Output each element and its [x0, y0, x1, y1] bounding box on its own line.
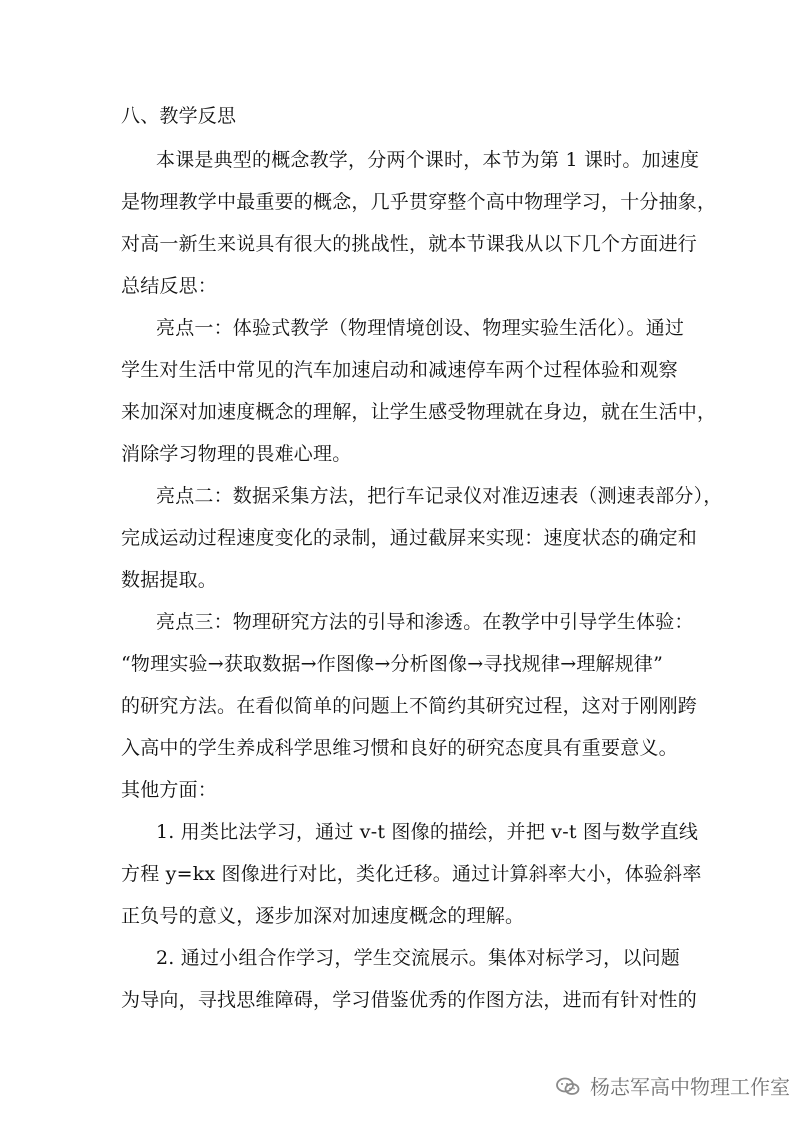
paragraph-line: 学生对生活中常见的汽车加速启动和减速停车两个过程体验和观察 [121, 359, 678, 381]
paragraph-line: 数据提取。 [121, 569, 218, 591]
paragraph-line: 正负号的意义，逐步加深对加速度概念的理解。 [121, 905, 525, 927]
paragraph-line: 对高一新生来说具有很大的挑战性，就本节课我从以下几个方面进行 [121, 233, 698, 255]
paragraph-line: 入高中的学生养成科学思维习惯和良好的研究态度具有重要意义。 [121, 737, 678, 759]
paragraph-line: 是物理教学中最重要的概念，几乎贯穿整个高中物理学习，十分抽象， [121, 191, 717, 213]
paragraph-line: 方程 y=kx 图像进行对比，类化迁移。通过计算斜率大小，体验斜率 [121, 863, 702, 885]
watermark [554, 1075, 790, 1099]
highlight-line: 亮点二：数据采集方法，把行车记录仪对准迈速表（测速表部分）， [156, 485, 723, 507]
subheading-line: 其他方面： [121, 779, 218, 801]
paragraph-line: 总结反思： [121, 275, 218, 297]
paragraph-line: 本课是典型的概念教学，分两个课时，本节为第 1 课时。加速度 [156, 149, 700, 171]
highlight-line: 亮点三：物理研究方法的引导和渗透。在教学中引导学生体验： [156, 611, 694, 633]
paragraph-line: “物理实验→获取数据→作图像→分析图像→寻找规律→理解规律” [121, 653, 664, 675]
paragraph-line: 消除学习物理的畏难心理。 [121, 443, 352, 465]
watermark-text: 杨志军高中物理工作室 [590, 1075, 790, 1099]
paragraph-line: 的研究方法。在看似简单的问题上不简约其研究过程，这对于刚刚跨 [121, 695, 698, 717]
paragraph-line: 来加深对加速度概念的理解，让学生感受物理就在身边，就在生活中， [121, 401, 717, 423]
list-item-line: 2. 通过小组合作学习，学生交流展示。集体对标学习，以问题 [156, 947, 680, 969]
paragraph-line: 完成运动过程速度变化的录制，通过截屏来实现：速度状态的确定和 [121, 527, 698, 549]
highlight-line: 亮点一：体验式教学（物理情境创设、物理实验生活化）。通过 [156, 317, 685, 339]
paragraph-line: 为导向，寻找思维障碍，学习借鉴优秀的作图方法，进而有针对性的 [121, 989, 698, 1011]
section-heading: 八、教学反思 [121, 105, 237, 127]
list-item-line: 1. 用类比法学习，通过 v-t 图像的描绘，并把 v-t 图与数学直线 [156, 821, 699, 843]
wechat-icon [554, 1075, 582, 1099]
